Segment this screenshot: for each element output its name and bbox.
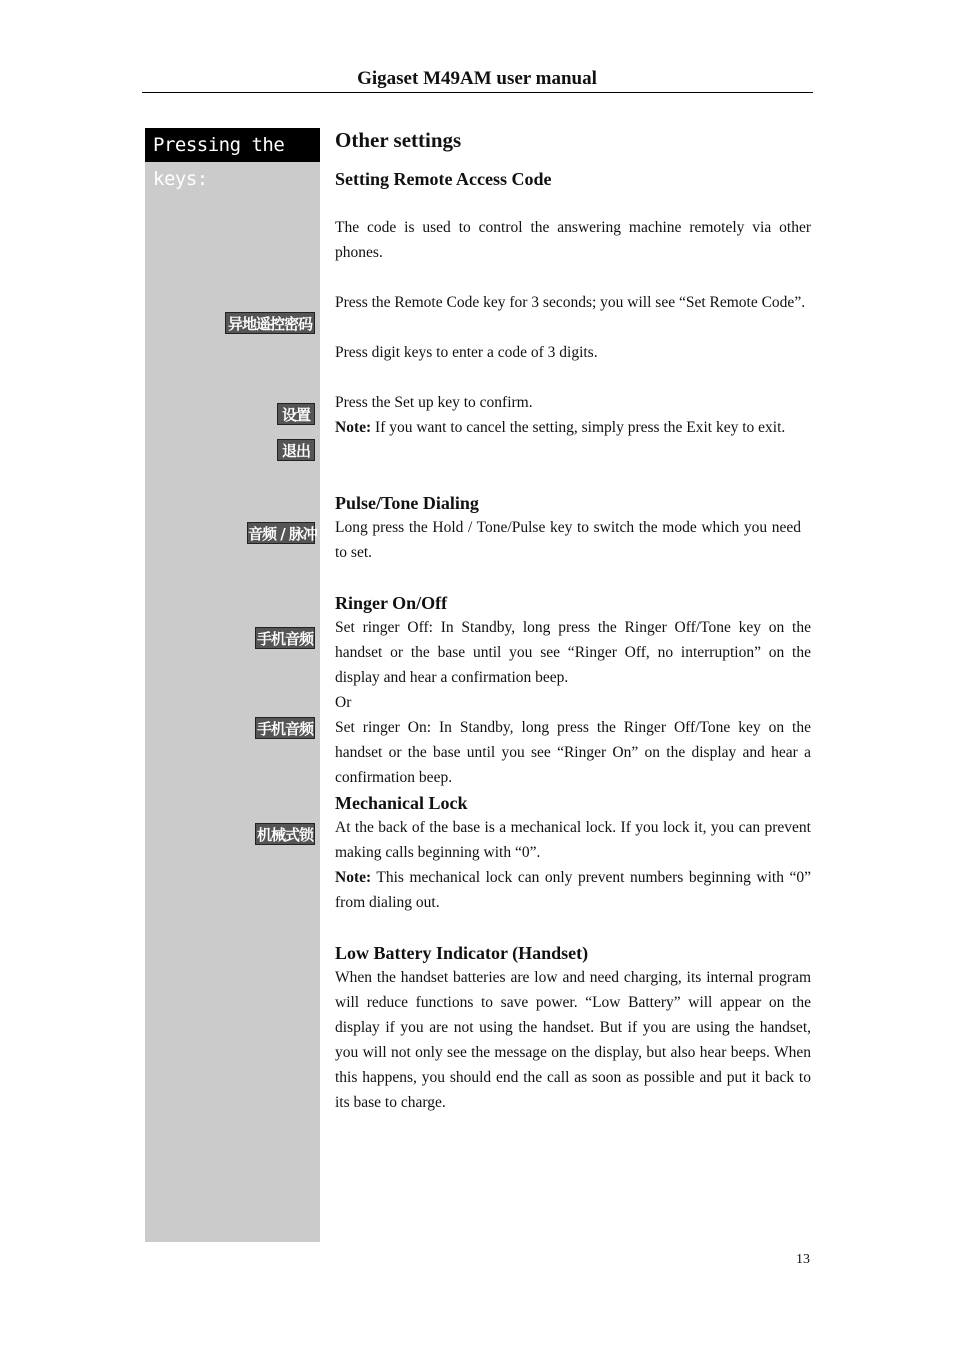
key-sidebar <box>145 128 320 1242</box>
ringer-or: Or <box>335 694 352 711</box>
mechanical-lock-heading: Mechanical Lock <box>335 793 468 813</box>
remote-code-intro: The code is used to control the answering machine remotely via other phones. <box>335 219 811 261</box>
pulse-tone-heading: Pulse/Tone Dialing <box>335 493 479 513</box>
ringer-heading: Ringer On/Off <box>335 593 448 613</box>
remote-code-note <box>335 415 811 440</box>
note-text: This mechanical lock can only prevent numbers beginning with “0” from dialing out. <box>335 869 811 911</box>
low-battery-text: When the handset batteries are low and need charging, its internal program will reduce functions to save power. “Low Battery” will appear on the display if you are not using the handset. But if you are using the handset, you will not only see the message on the display, but also hear beeps. When this happens, you should end the call as soon as possible and put it back to its base to charge. <box>335 969 811 1111</box>
header-divider <box>142 92 813 93</box>
remote-code-step-3: Press the Set up key to confirm. <box>335 394 533 411</box>
ringer-on-text: Set ringer On: In Standby, long press the Ringer Off/Tone key on the handset or the base until you see “Ringer On” on the display and hear a confirmation beep. <box>335 719 811 786</box>
header-title: Gigaset M49AM user manual <box>357 68 597 89</box>
remote-code-step-2: Press digit keys to enter a code of 3 digits. <box>335 344 598 361</box>
ringer-off-text: Set ringer Off: In Standby, long press the Ringer Off/Tone key on the handset or the base until you see “Ringer Off, no interruption” on the display and hear a confirmation beep. <box>335 619 811 686</box>
ringer-key-icon: 手机音频 <box>255 627 315 649</box>
mechanical-lock-key-icon: 机械式锁 <box>255 823 315 845</box>
note-label: Note: <box>335 419 372 436</box>
remote-code-key-icon: 异地遥控密码 <box>225 312 315 334</box>
ringer-key-icon: 手机音频 <box>255 717 315 739</box>
low-battery-heading: Low Battery Indicator (Handset) <box>335 943 589 963</box>
exit-key-icon: 退出 <box>277 439 315 461</box>
section-title: Other settings <box>335 128 462 152</box>
note-label: Note: <box>335 869 372 886</box>
mechanical-lock-note <box>335 865 811 915</box>
setup-key-icon: 设置 <box>277 403 315 425</box>
note-text: If you want to cancel the setting, simply press the Exit key to exit. <box>371 419 786 436</box>
page-number: 13 <box>796 1252 810 1267</box>
pulse-tone-text: Long press the Hold / Tone/Pulse key to switch the mode which you need to set. <box>335 519 801 561</box>
tone-pulse-key-icon: 音频 / 脉冲 <box>247 522 315 544</box>
remote-code-step-1: Press the Remote Code key for 3 seconds; you will see “Set Remote Code”. <box>335 294 806 311</box>
remote-code-heading: Setting Remote Access Code <box>335 169 552 189</box>
sidebar-title: Pressing the keys: <box>145 128 320 162</box>
mechanical-lock-text: At the back of the base is a mechanical lock. If you lock it, you can prevent making calls beginning with “0”. <box>335 819 811 861</box>
